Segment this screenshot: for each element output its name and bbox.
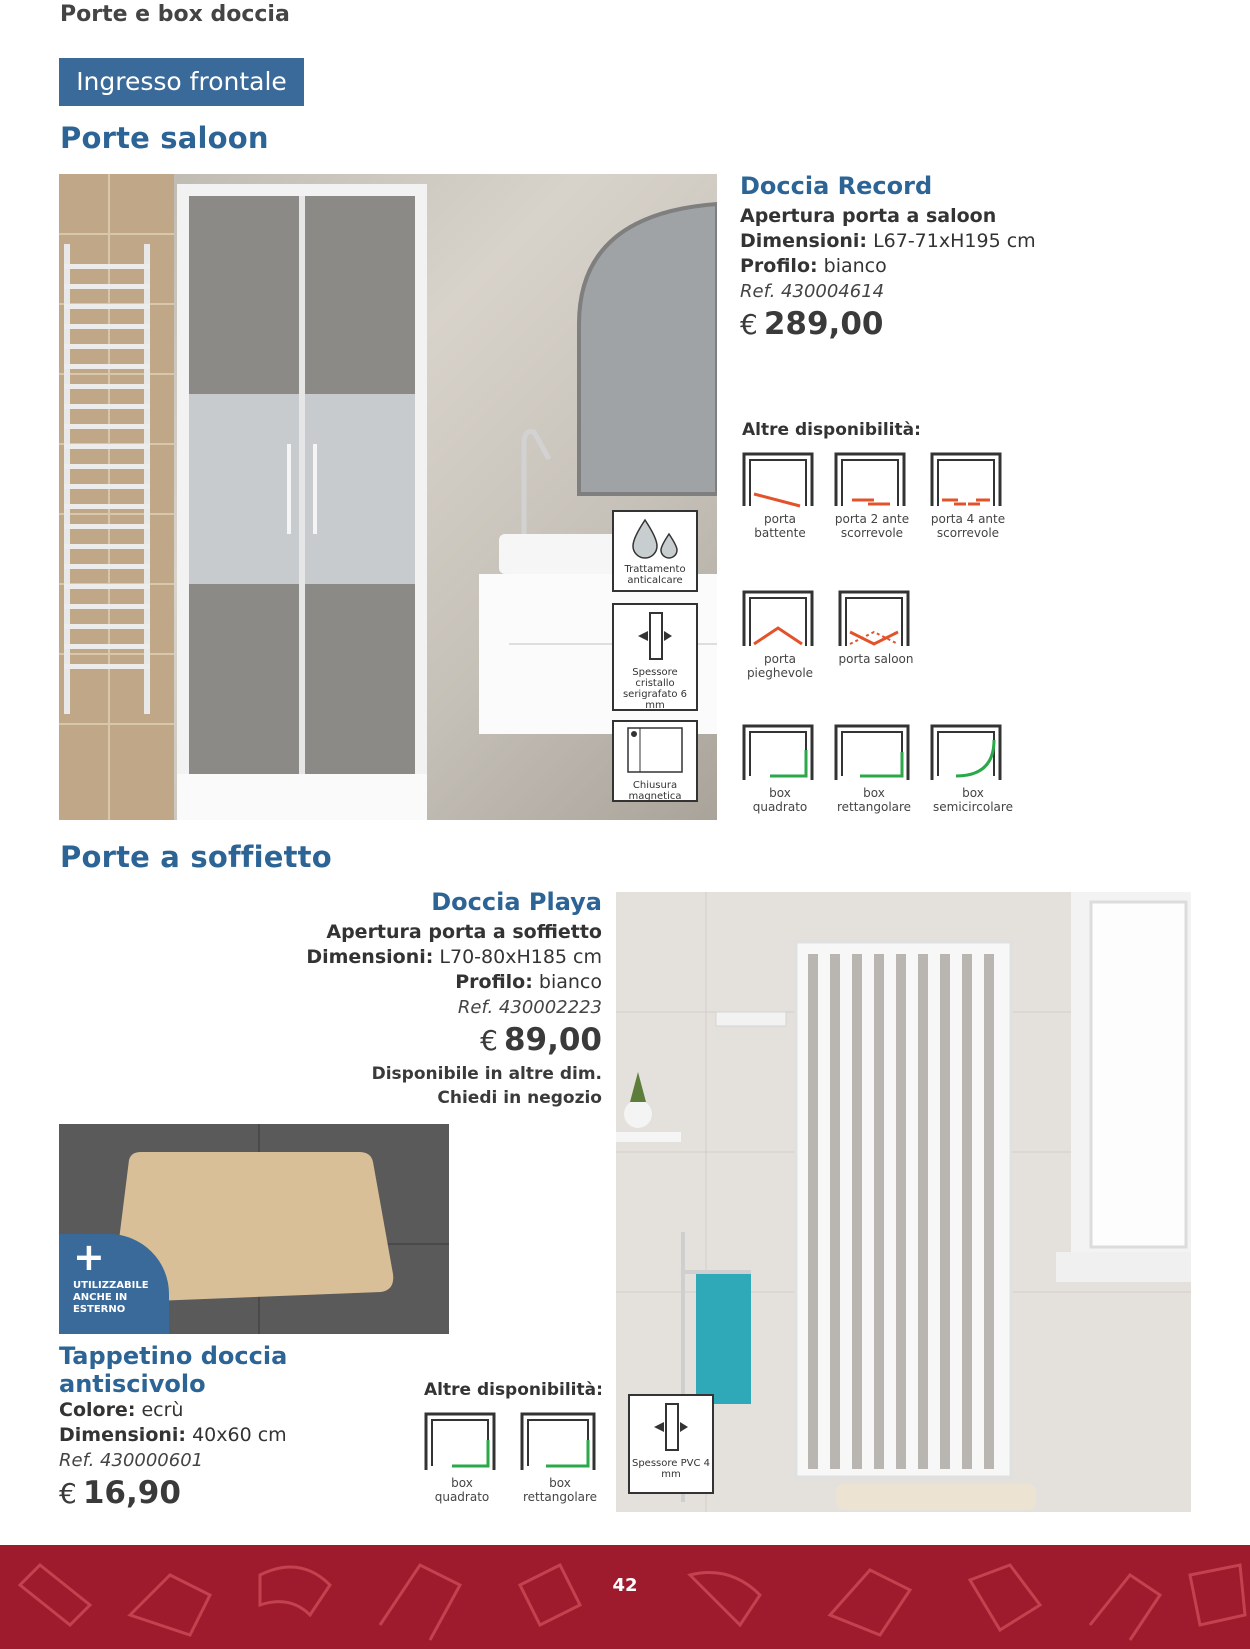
- profile-value: bianco: [538, 971, 602, 993]
- footer-tools-pattern: [0, 1545, 1250, 1649]
- price-value: 289,00: [763, 306, 884, 342]
- product-record: [740, 172, 1060, 342]
- magnet-closure-icon: [620, 724, 690, 776]
- mat-photo: [59, 1124, 449, 1334]
- product-price: [280, 1022, 602, 1058]
- profile-label: Profilo:: [455, 971, 533, 993]
- product-opening: Apertura porta a soffietto: [326, 921, 602, 943]
- door-sliding-4-icon: [928, 450, 1004, 508]
- feature-glass-thickness: [612, 603, 698, 711]
- profile-label: Profilo:: [740, 255, 818, 277]
- door-saloon-icon: [836, 588, 912, 648]
- feature-label: Chiusura magnetica: [628, 780, 682, 802]
- category-badge: [59, 58, 304, 106]
- variant-porta-4-ante: [928, 450, 1008, 540]
- variant-box-rettangolare-2: [518, 1410, 602, 1504]
- feature-label: Spessore cristallo serigrafato 6 mm: [622, 667, 688, 711]
- variant-box-quadrato-2: [422, 1410, 502, 1504]
- box-rect-icon: [832, 722, 912, 782]
- currency: €: [59, 1477, 77, 1510]
- availability-note-line1: Disponibile in altre dim.: [371, 1064, 602, 1084]
- box-rect-icon: [518, 1410, 598, 1472]
- variant-label: box quadrato: [752, 786, 808, 814]
- product-opening: Apertura porta a saloon: [740, 205, 997, 227]
- box-square-icon: [422, 1410, 498, 1472]
- feature-pvc-thickness: [628, 1394, 714, 1494]
- variant-label: porta saloon: [838, 652, 914, 666]
- availability-note: [280, 1062, 602, 1110]
- availability-note-line2: Chiedi in negozio: [437, 1088, 602, 1108]
- feature-label: Spessore PVC 4 mm: [631, 1458, 710, 1480]
- product-ref: Ref. 430002223: [457, 997, 602, 1018]
- color-label: Colore:: [59, 1399, 136, 1421]
- variant-label: box quadrato: [434, 1476, 490, 1504]
- variant-label: box semicircolare: [933, 786, 1013, 814]
- dim-label: Dimensioni:: [59, 1424, 187, 1446]
- variant-label: porta pieghevole: [746, 652, 814, 680]
- category-badge-label: Ingresso frontale: [76, 67, 287, 96]
- product-playa: [280, 888, 602, 1110]
- dim-label: Dimensioni:: [306, 946, 434, 968]
- variant-porta-2-ante: [832, 450, 912, 540]
- product-mat: [59, 1342, 389, 1511]
- currency: €: [480, 1024, 498, 1057]
- variant-porta-saloon: [836, 588, 916, 666]
- variant-box-semicircolare: [928, 722, 1018, 814]
- variant-label: box rettangolare: [836, 786, 912, 814]
- price-value: 16,90: [82, 1475, 181, 1511]
- dim-value: 40x60 cm: [192, 1424, 287, 1446]
- variant-label: porta battente: [754, 512, 806, 540]
- variant-porta-pieghevole: [740, 588, 820, 680]
- glass-thickness-icon: [630, 609, 680, 663]
- dim-value: L67-71xH195 cm: [873, 230, 1036, 252]
- door-folding-icon: [740, 588, 816, 648]
- product-name: Doccia Playa: [431, 888, 602, 916]
- profile-value: bianco: [823, 255, 887, 277]
- feature-anticalcare: [612, 510, 698, 592]
- door-sliding-2-icon: [832, 450, 908, 508]
- outdoor-badge-text: UTILIZZABILE ANCHE IN ESTERNO: [73, 1280, 149, 1315]
- product-ref: Ref. 430004614: [740, 281, 885, 302]
- product-name-line1: Tappetino doccia: [59, 1342, 288, 1370]
- price-value: 89,00: [503, 1022, 602, 1058]
- variant-porta-battente: [740, 450, 820, 540]
- variant-label: porta 4 ante scorrevole: [930, 512, 1006, 540]
- variant-label: box rettangolare: [522, 1476, 598, 1504]
- plus-icon: +: [73, 1235, 105, 1279]
- dim-label: Dimensioni:: [740, 230, 868, 252]
- product-ref: Ref. 430000601: [59, 1450, 204, 1471]
- page-number: 42: [612, 1575, 638, 1596]
- footer-band: [0, 1545, 1250, 1649]
- currency: €: [740, 308, 758, 341]
- feature-magnetic: [612, 720, 698, 802]
- color-value: ecrù: [141, 1399, 184, 1421]
- availability-title-soffietto: Altre disponibilità:: [424, 1380, 603, 1400]
- product-name: Doccia Record: [740, 172, 933, 200]
- section-title-saloon: Porte saloon: [60, 121, 269, 155]
- box-semicircle-icon: [928, 722, 1004, 782]
- dim-value: L70-80xH185 cm: [439, 946, 602, 968]
- variant-label: porta 2 ante scorrevole: [834, 512, 910, 540]
- variant-box-quadrato-1: [740, 722, 820, 814]
- pvc-thickness-icon: [646, 1400, 696, 1454]
- product-price: [59, 1475, 389, 1511]
- box-square-icon: [740, 722, 816, 782]
- variant-box-rettangolare-1: [832, 722, 916, 814]
- feature-label: Trattamento anticalcare: [624, 564, 686, 586]
- section-title-soffietto: Porte a soffietto: [60, 840, 332, 874]
- product-price: [740, 306, 1060, 342]
- door-hinged-icon: [740, 450, 816, 508]
- drops-icon: [625, 516, 685, 560]
- product-name-line2: antiscivolo: [59, 1370, 206, 1398]
- page-header: Porte e box doccia: [60, 2, 290, 27]
- availability-title-saloon: Altre disponibilità:: [742, 420, 921, 440]
